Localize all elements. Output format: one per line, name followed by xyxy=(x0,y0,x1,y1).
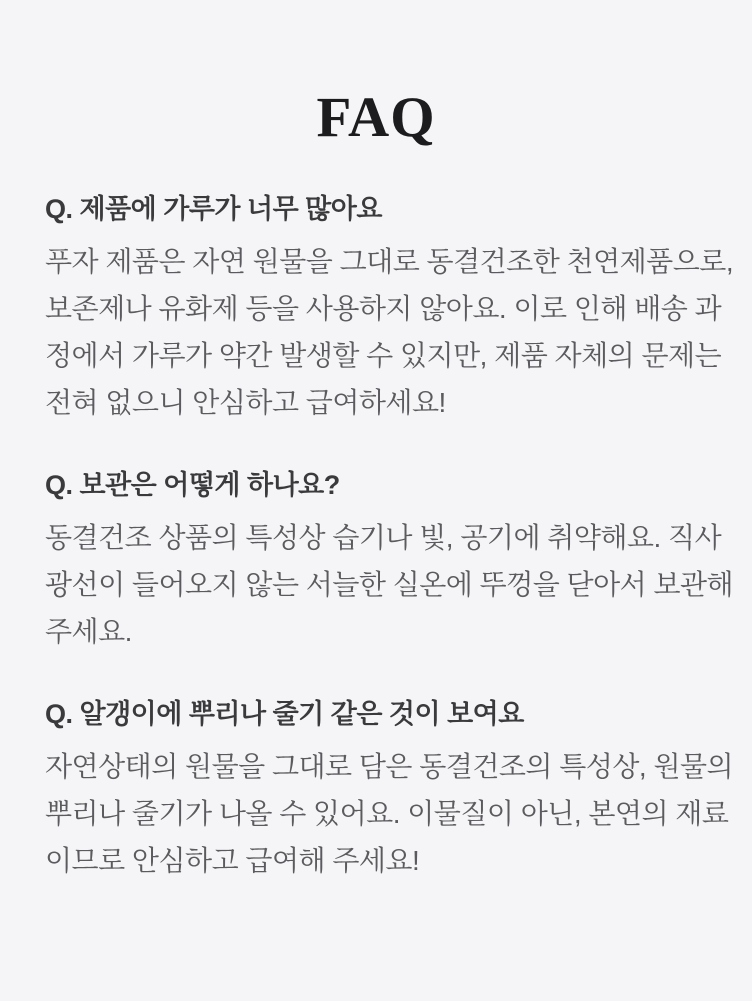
faq-question: Q. 알갱이에 뿌리나 줄기 같은 것이 보여요 xyxy=(45,699,524,729)
faq-item xyxy=(45,192,734,426)
answer-line: 이므로 안심하고 급여해 주세요! xyxy=(45,845,420,876)
faq-question: Q. 보관은 어떻게 하나요? xyxy=(45,470,340,500)
page-title: FAQ xyxy=(316,86,436,149)
answer-line: 광선이 들어오지 않는 서늘한 실온에 뚜껑을 닫아서 보관해 xyxy=(45,569,734,600)
answer-line: 뿌리나 줄기가 나올 수 있어요. 이물질이 아닌, 본연의 재료 xyxy=(45,798,729,829)
faq-answer xyxy=(45,743,734,884)
answer-line: 자연상태의 원물을 그대로 담은 동결건조의 특성상, 원물의 xyxy=(45,751,734,782)
answer-line: 전혀 없으니 안심하고 급여하세요! xyxy=(45,387,446,418)
answer-line: 동결건조 상품의 특성상 습기나 빛, 공기에 취약해요. 직사 xyxy=(45,522,722,553)
faq-item xyxy=(45,468,734,655)
answer-line: 보존제나 유화제 등을 사용하지 않아요. 이로 인해 배송 과 xyxy=(45,293,722,324)
faq-item xyxy=(45,697,734,884)
faq-answer xyxy=(45,238,734,426)
faq-question: Q. 제품에 가루가 너무 많아요 xyxy=(45,194,382,224)
faq-answer xyxy=(45,514,734,655)
answer-line: 주세요. xyxy=(45,616,132,647)
answer-line: 푸자 제품은 자연 원물을 그대로 동결건조한 천연제품으로, xyxy=(45,246,734,277)
answer-line: 정에서 가루가 약간 발생할 수 있지만, 제품 자체의 문제는 xyxy=(45,340,722,371)
